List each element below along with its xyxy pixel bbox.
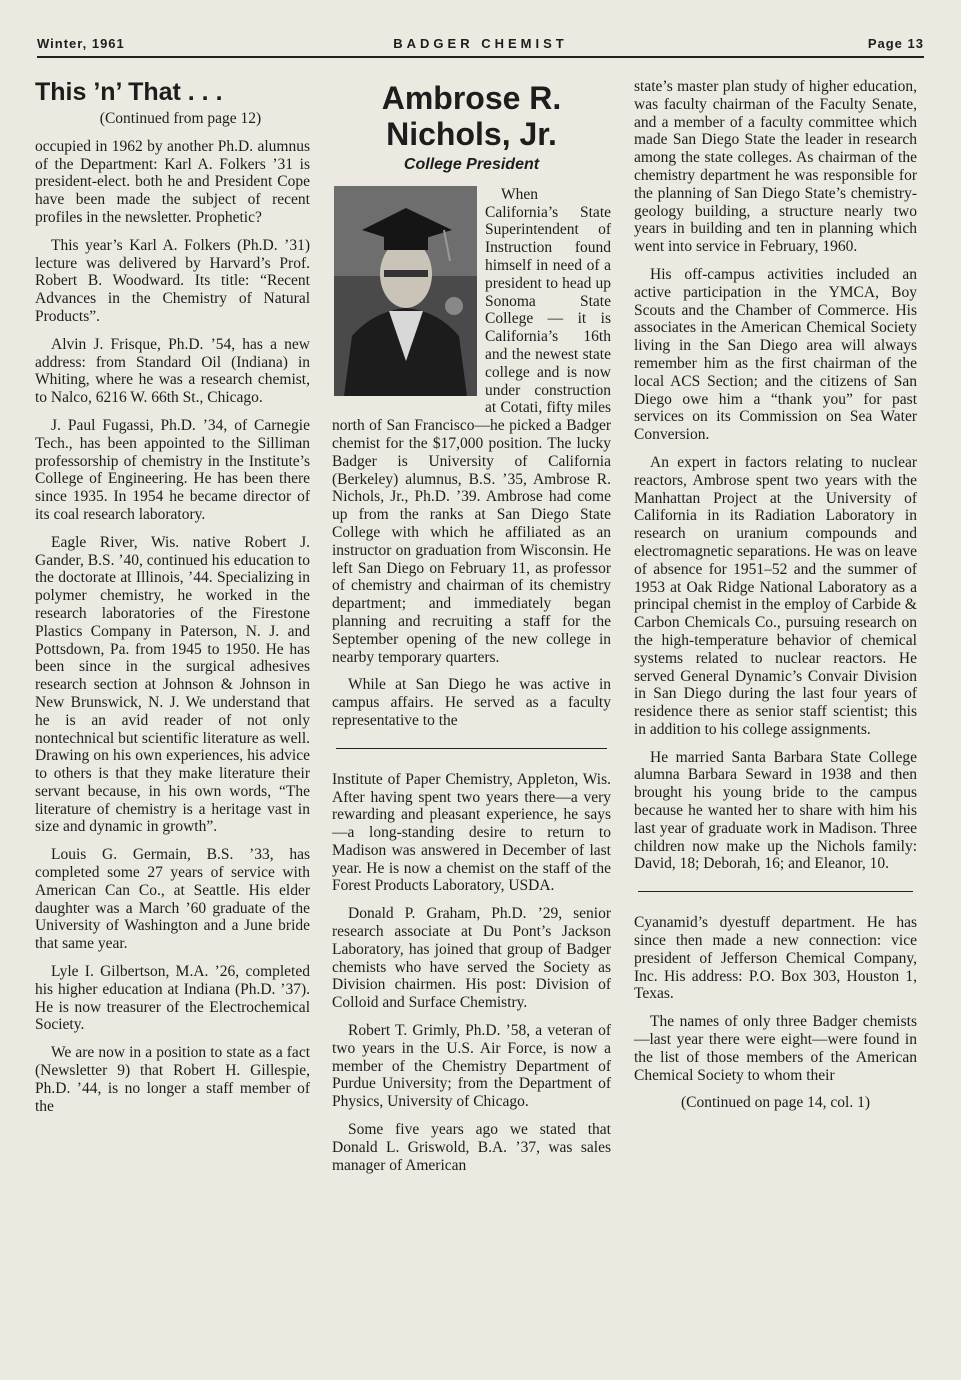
paragraph: Robert T. Grimly, Ph.D. ’58, a veteran of two years in the U.S. Air Force, is now a member of the Chemistry Department of Purdue University; from the Department of Physics, University of Chicago. xyxy=(332,1022,611,1111)
paragraph: Alvin J. Frisque, Ph.D. ’54, has a new address: from Standard Oil (Indiana) in Whiting, where he was a research chemist, to Nalco, 6216 W. 66th St., Chicago. xyxy=(35,335,310,407)
paragraph: state’s master plan study of higher education, was faculty chairman of the Faculty Senate, and a member of a faculty committee which made San Diego State the leader in research among the state colleges. As chairman of the chemistry department he was responsible for the planning of San Diego State’s chemistry-geology building, a structure nearly two years in building and ten in planning which went into service in February, 1960. xyxy=(634,78,917,256)
paragraph: The names of only three Badger chemists—last year there were eight—were found in the list of those members of the American Chemical Society to whom their xyxy=(634,1013,917,1084)
column-1 xyxy=(35,78,310,1125)
paragraph: He married Santa Barbara State College alumna Barbara Seward in 1938 and then brought his young bride to the campus because he wanted her to share with him his last year of graduate work in Madison. Three children now make up the Nichols family: David, 18; Deborah, 16; and Eleanor, 10. xyxy=(634,748,917,873)
paragraph: Some five years ago we stated that Donald L. Griswold, B.A. ’37, was sales manager of American xyxy=(332,1121,611,1174)
paragraph: We are now in a position to state as a fact (Newsletter 9) that Robert H. Gillespie, Ph.D. ’44, is no longer a staff member of the xyxy=(35,1044,310,1115)
paragraph: An expert in factors relating to nuclear reactors, Ambrose spent two years with the Manhattan Project at the University of California in its Radiation Laboratory in research on uranium compounds and electromagnetic separations. He was on leave of absence for 1951–52 and the summer of 1953 at Oak Ridge National Laboratory as a principal chemist in the employ of Carbide & Carbon Chemicals Co., pursuing research on the high-temperature behavior of chemical systems related to nuclear reactors. He served General Dynamic’s Convair Division in San Diego during the last four years of residence there as senior staff scientist; this in addition to his college assignments. xyxy=(634,453,917,738)
article-subtitle: College President xyxy=(403,156,540,173)
divider xyxy=(336,748,607,749)
portrait-illustration xyxy=(334,186,477,396)
paragraph: Eagle River, Wis. native Robert J. Gander, B.S. ’40, continued his education to the doctorate at Illinois, ’44. Specializing in polymer chemistry, he worked in the research laboratories of the Firestone Plastics Company in Paterson, N. J. and Pottsdown, Pa. from 1945 to 1950. He has been since in the surgical adhesives research section at Johnson & Johnson in New Brunswick, N. J. We understand that he is an avid reader of not only nontechnical but scientific literature as well. Drawing on his own experiences, his advice to others is that they make literature their servant because, in his own words, “The literature of chemistry is a heritage vast in size and dynamic in growth”. xyxy=(35,533,310,836)
paragraph: Lyle I. Gilbertson, M.A. ’26, completed his higher education at Indiana (Ph.D. ’37). He is now treasurer of the Electrochemical Society. xyxy=(35,963,310,1034)
paragraph: His off-campus activities included an active participation in the YMCA, Boy Scouts and the Chamber of Commerce. His associates in the American Chemical Society living in the San Diego area will always remember him as the first chairman of the local ACS Section; and the citizens of San Diego owe him a “thank you” for past services on its Commission on Sea Water Conversion. xyxy=(634,265,917,444)
section-title: This ’n’ That . . . xyxy=(35,78,223,106)
issue-date: Winter, 1961 xyxy=(37,36,125,51)
paragraph: While at San Diego he was active in campus affairs. He served as a faculty representative to the xyxy=(332,676,611,729)
page-number: Page 13 xyxy=(867,36,924,51)
continued-from: (Continued from page 12) xyxy=(99,110,262,127)
paragraph: Louis G. Germain, B.S. ’33, has completed some 27 years of service with American Can Co., at Seattle. His elder daughter was a March ’60 graduate of the University of Washington and a June bride that same year. xyxy=(35,846,310,953)
paragraph: This year’s Karl A. Folkers (Ph.D. ’31) lecture was delivered by Harvard’s Prof. Robert B. Woodward. Its title: “Recent Advances in the Chemistry of Natural Products”. xyxy=(35,236,310,325)
portrait-photo xyxy=(334,186,477,396)
paragraph: occupied in 1962 by another Ph.D. alumnus of the Department: Karl A. Folkers ’31 is president-elect. both he and President Cope have been made the subject of recent profiles in the newsletter. Prophetic? xyxy=(35,137,310,226)
paragraph: Cyanamid’s dyestuff department. He has since then made a new connection: vice president of Jefferson Chemical Company, Inc. His address: P.O. Box 303, Houston 1, Texas. xyxy=(634,914,917,1003)
column-3 xyxy=(634,78,917,1122)
page-header xyxy=(37,36,924,58)
paragraph: J. Paul Fugassi, Ph.D. ’34, of Carnegie Tech., has been appointed to the Silliman professorship of chemistry in the Institute’s College of Engineering. He has been there since 1935. In 1954 he became director of its coal research laboratory. xyxy=(35,416,310,523)
article-title: Ambrose R. Nichols, Jr. xyxy=(381,80,562,152)
paragraph: Donald P. Graham, Ph.D. ’29, senior research associate at Du Pont’s Jackson Laboratory, has joined that group of Badger chemists who have served the Society as Division chairmen. His post: Division of Colloid and Surface Chemistry. xyxy=(332,905,611,1012)
divider xyxy=(638,891,913,892)
paragraph: When California’s State Superintendent of Instruction found himself in need of a president to head up Sonoma State College — it is California’s 16th and the newest state college and is now under construction at Cotati, fifty miles north of San Francisco—he picked a Badger chemist for the $17,000 position. The lucky Badger is University of California (Berkeley) alumnus, B.S. ’35, Ambrose R. Nichols, Jr., Ph.D. ’39. Ambrose had come up from the ranks at San Diego State College with which he affiliated as an instructor on graduation from Wisconsin. He left San Diego on February 11, as professor of chemistry and chairman of its chemistry department; and immediately began planning and recruiting a staff for the September opening of the new college in nearby temporary quarters. xyxy=(332,185,611,666)
continued-on: (Continued on page 14, col. 1) xyxy=(681,1094,870,1112)
publication-title: BADGER CHEMIST xyxy=(393,36,568,51)
paragraph: Institute of Paper Chemistry, Appleton, Wis. After having spent two years there—a very rewarding and pleasant experience, he says—a long-standing desire to return to Madison was answered in December of last year. He is now a chemist on the staff of the Forest Products Laboratory, USDA. xyxy=(332,770,611,895)
column-2 xyxy=(332,78,611,1184)
